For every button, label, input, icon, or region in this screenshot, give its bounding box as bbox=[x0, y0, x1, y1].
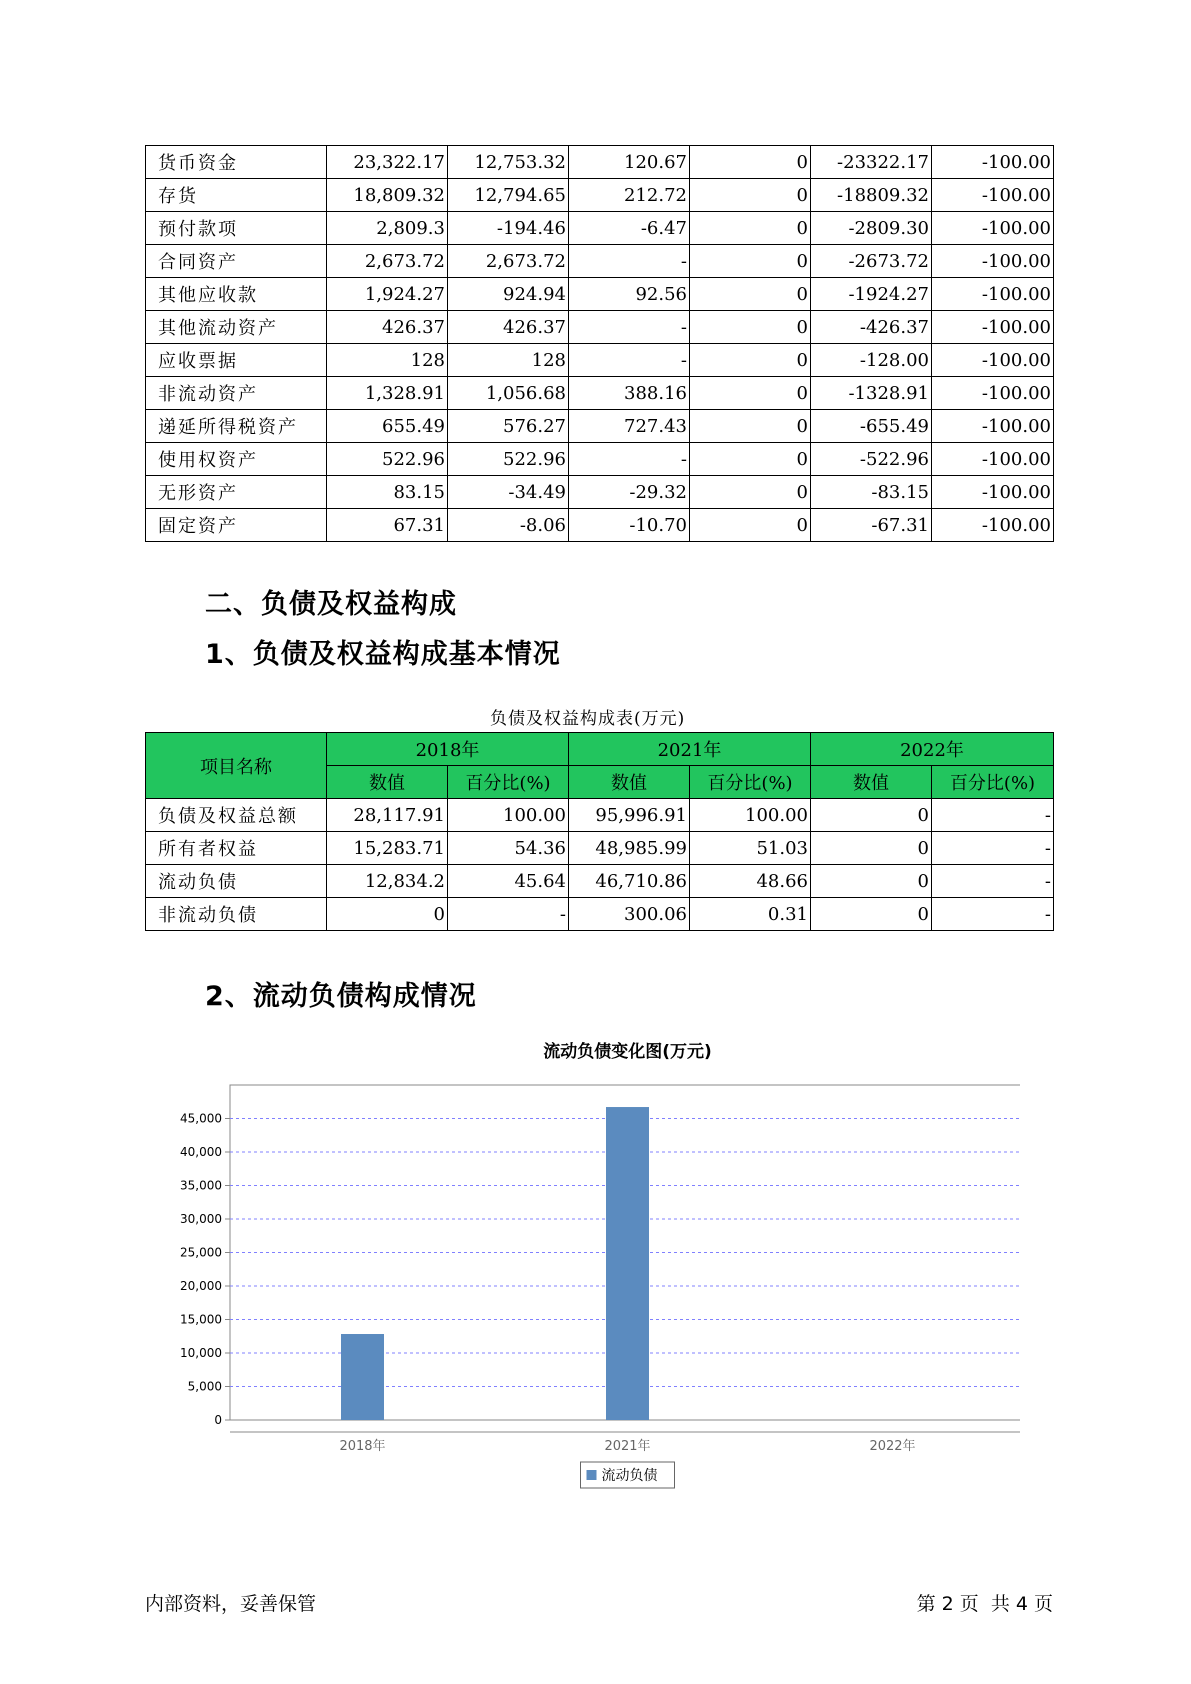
table-cell: -18809.32 bbox=[811, 179, 932, 212]
table-cell: 0 bbox=[690, 311, 811, 344]
table-cell: 12,753.32 bbox=[448, 146, 569, 179]
table-cell: 15,283.71 bbox=[327, 832, 448, 865]
table-cell: 1,056.68 bbox=[448, 377, 569, 410]
table-cell: 0 bbox=[690, 509, 811, 542]
bar bbox=[341, 1334, 384, 1420]
table-cell: 1,924.27 bbox=[327, 278, 448, 311]
table-row bbox=[146, 898, 1054, 931]
table-cell: 0 bbox=[327, 898, 448, 931]
current-liabilities-chart bbox=[140, 1035, 1020, 1495]
table-cell: - bbox=[932, 865, 1054, 898]
table-cell: 0 bbox=[811, 832, 932, 865]
table-cell: -29.32 bbox=[569, 476, 690, 509]
table-cell: 100.00 bbox=[690, 799, 811, 832]
table-cell: -100.00 bbox=[932, 377, 1054, 410]
table-cell: -655.49 bbox=[811, 410, 932, 443]
row-label: 其他流动资产 bbox=[146, 311, 327, 344]
year-header: 2018年 bbox=[327, 733, 569, 766]
y-tick-label: 15,000 bbox=[180, 1312, 222, 1327]
row-label: 使用权资产 bbox=[146, 443, 327, 476]
table-cell: 0 bbox=[690, 443, 811, 476]
table-cell: 83.15 bbox=[327, 476, 448, 509]
table-cell: -100.00 bbox=[932, 509, 1054, 542]
percent-subheader: 百分比(%) bbox=[448, 766, 569, 799]
footer-confidential: 内部资料，妥善保管 bbox=[145, 1593, 317, 1615]
table-cell: -34.49 bbox=[448, 476, 569, 509]
row-label: 非流动资产 bbox=[146, 377, 327, 410]
table-cell: - bbox=[569, 245, 690, 278]
table-cell: 95,996.91 bbox=[569, 799, 690, 832]
year-header: 2021年 bbox=[569, 733, 811, 766]
y-tick-label: 10,000 bbox=[180, 1346, 222, 1360]
table-cell: -100.00 bbox=[932, 245, 1054, 278]
table-cell: 0 bbox=[690, 377, 811, 410]
table-cell: -100.00 bbox=[932, 278, 1054, 311]
table-cell: 128 bbox=[448, 344, 569, 377]
row-label: 固定资产 bbox=[146, 509, 327, 542]
table-cell: -100.00 bbox=[932, 179, 1054, 212]
row-label: 货币资金 bbox=[146, 146, 327, 179]
table-cell: -23322.17 bbox=[811, 146, 932, 179]
table-cell: 0 bbox=[690, 476, 811, 509]
table-cell: 300.06 bbox=[569, 898, 690, 931]
table-cell: -426.37 bbox=[811, 311, 932, 344]
table-row bbox=[146, 146, 1054, 179]
row-label: 流动负债 bbox=[146, 865, 327, 898]
table-cell: -2673.72 bbox=[811, 245, 932, 278]
table-cell: -100.00 bbox=[932, 311, 1054, 344]
row-label: 应收票据 bbox=[146, 344, 327, 377]
table-cell: -10.70 bbox=[569, 509, 690, 542]
row-label: 递延所得税资产 bbox=[146, 410, 327, 443]
table-row bbox=[146, 311, 1054, 344]
table-cell: 0 bbox=[811, 865, 932, 898]
table-cell: 0 bbox=[690, 179, 811, 212]
table-cell: -6.47 bbox=[569, 212, 690, 245]
table-cell: 48,985.99 bbox=[569, 832, 690, 865]
table-cell: 426.37 bbox=[448, 311, 569, 344]
item-name-header: 项目名称 bbox=[146, 733, 327, 799]
table-cell: 120.67 bbox=[569, 146, 690, 179]
table-cell: 2,673.72 bbox=[448, 245, 569, 278]
row-label: 合同资产 bbox=[146, 245, 327, 278]
value-subheader: 数值 bbox=[569, 766, 690, 799]
subsection-heading-1: 1、负债及权益构成基本情况 bbox=[205, 639, 561, 670]
table-cell: -8.06 bbox=[448, 509, 569, 542]
table-cell: 18,809.32 bbox=[327, 179, 448, 212]
y-tick-label: 5,000 bbox=[187, 1379, 222, 1394]
table-caption: 负债及权益构成表(万元) bbox=[490, 709, 686, 729]
table-cell: 0 bbox=[811, 898, 932, 931]
x-category-label: 2021年 bbox=[604, 1439, 651, 1454]
footer-page-number: 第 2 页 共 4 页 bbox=[916, 1593, 1053, 1615]
y-tick-label: 35,000 bbox=[180, 1178, 222, 1193]
table-row bbox=[146, 832, 1054, 865]
percent-subheader: 百分比(%) bbox=[932, 766, 1054, 799]
table-row bbox=[146, 443, 1054, 476]
table-cell: - bbox=[932, 799, 1054, 832]
row-label: 其他应收款 bbox=[146, 278, 327, 311]
table-cell: 92.56 bbox=[569, 278, 690, 311]
table-cell: 522.96 bbox=[448, 443, 569, 476]
table-cell: - bbox=[569, 344, 690, 377]
table-cell: - bbox=[448, 898, 569, 931]
table-cell: - bbox=[932, 898, 1054, 931]
table-cell: 1,328.91 bbox=[327, 377, 448, 410]
legend-swatch bbox=[587, 1470, 597, 1480]
table-cell: -83.15 bbox=[811, 476, 932, 509]
table-cell: -2809.30 bbox=[811, 212, 932, 245]
y-tick-label: 25,000 bbox=[180, 1245, 222, 1260]
table-row bbox=[146, 344, 1054, 377]
table-cell: 0 bbox=[690, 146, 811, 179]
table-row bbox=[146, 245, 1054, 278]
table-cell: 0 bbox=[690, 410, 811, 443]
table-cell: 67.31 bbox=[327, 509, 448, 542]
table-row bbox=[146, 410, 1054, 443]
table-cell: 46,710.86 bbox=[569, 865, 690, 898]
legend-label: 流动负债 bbox=[601, 1468, 658, 1484]
table-cell: 655.49 bbox=[327, 410, 448, 443]
value-subheader: 数值 bbox=[811, 766, 932, 799]
table-cell: -1924.27 bbox=[811, 278, 932, 311]
table-cell: 576.27 bbox=[448, 410, 569, 443]
table-cell: 0.31 bbox=[690, 898, 811, 931]
table-cell: 388.16 bbox=[569, 377, 690, 410]
y-tick-label: 45,000 bbox=[180, 1111, 222, 1126]
section-heading: 二、负债及权益构成 bbox=[205, 589, 457, 620]
row-label: 存货 bbox=[146, 179, 327, 212]
table-cell: -194.46 bbox=[448, 212, 569, 245]
table-cell: -100.00 bbox=[932, 476, 1054, 509]
table-row bbox=[146, 179, 1054, 212]
x-category-label: 2018年 bbox=[339, 1439, 386, 1454]
chart-title: 流动负债变化图(万元) bbox=[543, 1042, 712, 1062]
table-cell: 0 bbox=[690, 212, 811, 245]
table-cell: 0 bbox=[690, 278, 811, 311]
x-category-label: 2022年 bbox=[869, 1439, 916, 1454]
table-cell: -100.00 bbox=[932, 443, 1054, 476]
table-cell: -67.31 bbox=[811, 509, 932, 542]
table-row bbox=[146, 476, 1054, 509]
table-cell: -128.00 bbox=[811, 344, 932, 377]
row-label: 负债及权益总额 bbox=[146, 799, 327, 832]
table-cell: 100.00 bbox=[448, 799, 569, 832]
table-cell: 0 bbox=[690, 245, 811, 278]
table-cell: 924.94 bbox=[448, 278, 569, 311]
row-label: 无形资产 bbox=[146, 476, 327, 509]
y-tick-label: 40,000 bbox=[180, 1145, 222, 1159]
table-row bbox=[146, 509, 1054, 542]
table-cell: 727.43 bbox=[569, 410, 690, 443]
table-cell: 12,834.2 bbox=[327, 865, 448, 898]
table-cell: 54.36 bbox=[448, 832, 569, 865]
table-cell: 2,673.72 bbox=[327, 245, 448, 278]
liabilities-equity-table bbox=[145, 732, 1054, 931]
table-cell: 28,117.91 bbox=[327, 799, 448, 832]
table-row bbox=[146, 377, 1054, 410]
table-cell: -100.00 bbox=[932, 344, 1054, 377]
row-label: 非流动负债 bbox=[146, 898, 327, 931]
row-label: 所有者权益 bbox=[146, 832, 327, 865]
y-tick-label: 20,000 bbox=[180, 1279, 222, 1293]
table-row bbox=[146, 799, 1054, 832]
table-cell: - bbox=[932, 832, 1054, 865]
table-cell: 0 bbox=[690, 344, 811, 377]
table-cell: 2,809.3 bbox=[327, 212, 448, 245]
table-cell: 426.37 bbox=[327, 311, 448, 344]
table-cell: -100.00 bbox=[932, 212, 1054, 245]
table-cell: 45.64 bbox=[448, 865, 569, 898]
table-cell: 23,322.17 bbox=[327, 146, 448, 179]
row-label: 预付款项 bbox=[146, 212, 327, 245]
table-cell: 12,794.65 bbox=[448, 179, 569, 212]
bar bbox=[606, 1107, 649, 1420]
table-cell: - bbox=[569, 311, 690, 344]
table-cell: 212.72 bbox=[569, 179, 690, 212]
y-tick-label: 0 bbox=[214, 1413, 222, 1427]
table-row bbox=[146, 212, 1054, 245]
table-cell: - bbox=[569, 443, 690, 476]
value-subheader: 数值 bbox=[327, 766, 448, 799]
table-cell: -1328.91 bbox=[811, 377, 932, 410]
year-header: 2022年 bbox=[811, 733, 1054, 766]
subsection-heading-2: 2、流动负债构成情况 bbox=[205, 981, 477, 1012]
table-cell: 48.66 bbox=[690, 865, 811, 898]
table-cell: 0 bbox=[811, 799, 932, 832]
table-cell: 51.03 bbox=[690, 832, 811, 865]
table-cell: -100.00 bbox=[932, 146, 1054, 179]
table-cell: 522.96 bbox=[327, 443, 448, 476]
table-cell: 128 bbox=[327, 344, 448, 377]
assets-table bbox=[145, 145, 1054, 542]
table-cell: -100.00 bbox=[932, 410, 1054, 443]
percent-subheader: 百分比(%) bbox=[690, 766, 811, 799]
y-tick-label: 30,000 bbox=[180, 1212, 222, 1226]
table-row bbox=[146, 278, 1054, 311]
table-row bbox=[146, 865, 1054, 898]
table-cell: -522.96 bbox=[811, 443, 932, 476]
